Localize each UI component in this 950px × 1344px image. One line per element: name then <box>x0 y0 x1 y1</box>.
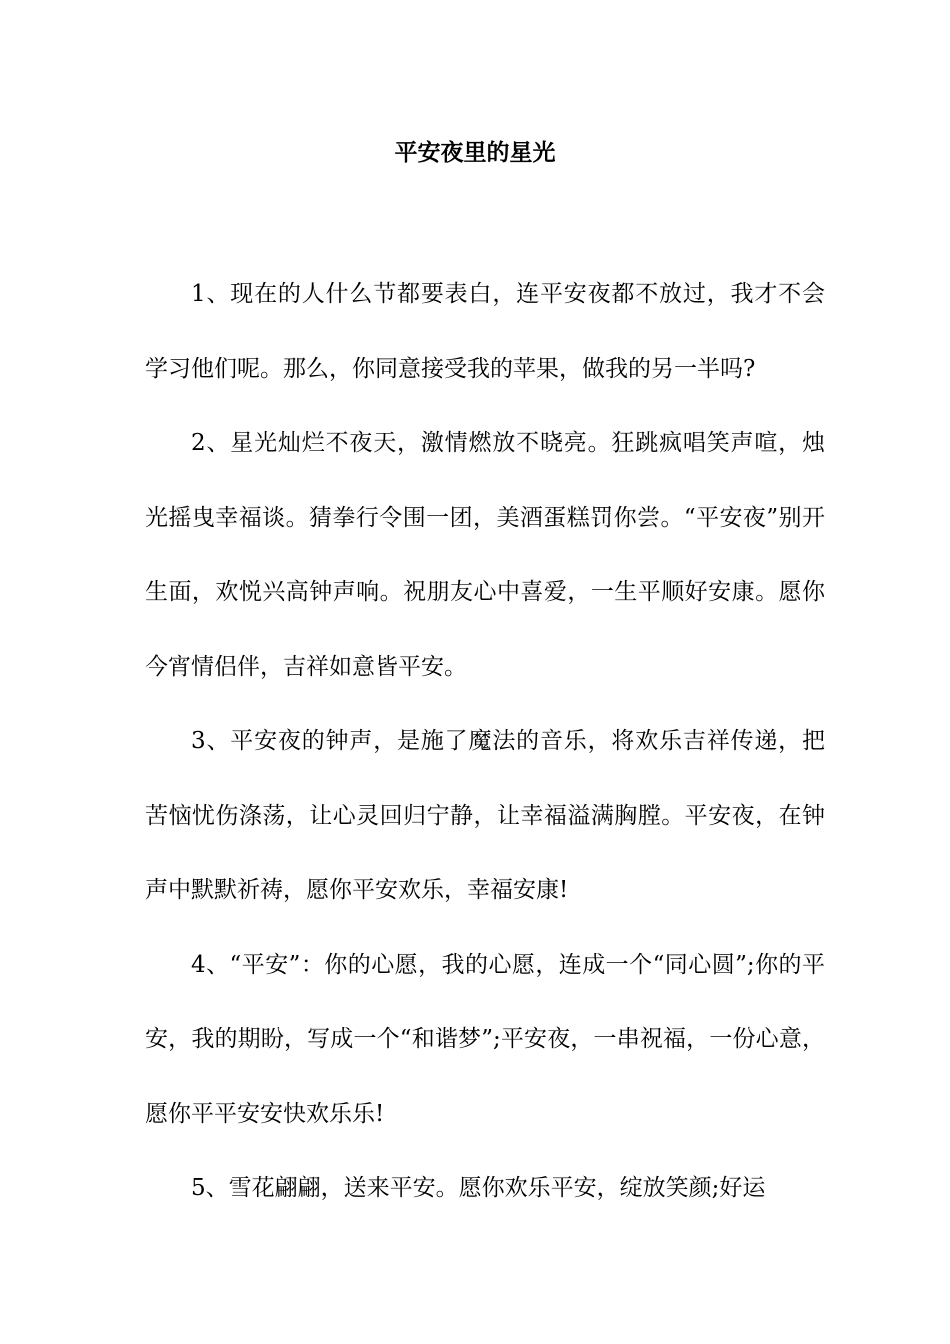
document-body <box>145 257 825 1226</box>
paragraph-5: 5、雪花翩翩，送来平安。愿你欢乐平安，绽放笑颜;好运 <box>191 1175 766 1201</box>
document-title: 平安夜里的星光 <box>394 139 556 166</box>
paragraph-4: 4、“平安”：你的心愿，我的心愿，连成一个“同心圆”;你的平安，我的期盼，写成一个“和谐梦”;平安夜，一串祝福，一份心意，愿你平平安安快欢乐乐! <box>145 951 825 1127</box>
paragraph-2: 2、星光灿烂不夜天，激情燃放不晓亮。狂跳疯唱笑声喧，烛光摇曳幸福谈。猜拳行令围一团，美酒蛋糕罚你尝。“平安夜”别开生面，欢悦兴高钟声响。祝朋友心中喜爱，一生平顺好安康。愿你今宵情侣伴，吉祥如意皆平安。 <box>145 430 825 680</box>
paragraph-1: 1、现在的人什么节都要表白，连平安夜都不放过，我才不会学习他们呢。那么，你同意接受我的苹果，做我的另一半吗? <box>145 281 825 382</box>
paragraph-3: 3、平安夜的钟声，是施了魔法的音乐，将欢乐吉祥传递，把苦恼忧伤涤荡，让心灵回归宁静，让幸福溢满胸膛。平安夜，在钟声中默默祈祷，愿你平安欢乐，幸福安康! <box>145 728 825 903</box>
